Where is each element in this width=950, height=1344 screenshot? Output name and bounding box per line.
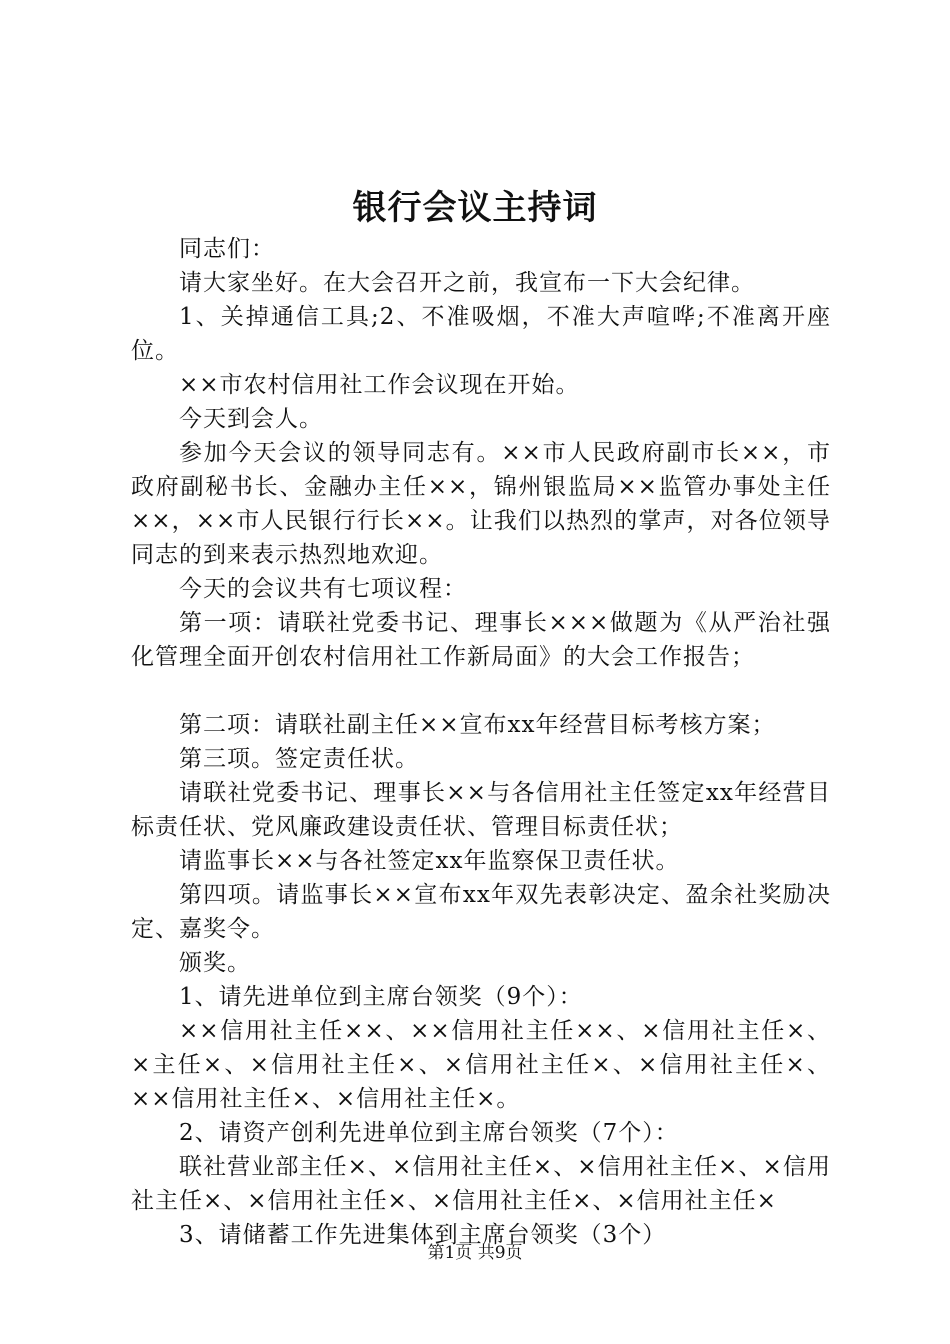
agenda-item: 第二项：请联社副主任××宣布xx年经营目标考核方案；: [179, 712, 776, 738]
paragraph-greeting: 同志们：: [179, 236, 275, 262]
paragraph: 今天的会议共有七项议程：: [179, 576, 467, 602]
paragraph: 颁奖。: [179, 950, 251, 976]
document-body: [131, 232, 831, 1252]
award-list: 联社营业部主任×、×信用社主任×、×信用社主任×、×信用社主任×、×信用社主任×、×信用社主任×、×信用社主任×: [131, 1154, 831, 1214]
document-title: 银行会议主持词: [352, 188, 598, 228]
paragraph: 请联社党委书记、理事长××与各信用社主任签定xx年经营目标责任状、党风廉政建设责任状、管理目标责任状；: [131, 780, 831, 840]
paragraph: 请大家坐好。在大会召开之前，我宣布一下大会纪律。: [179, 270, 755, 296]
award-list-heading: 1、请先进单位到主席台领奖（9个）：: [179, 984, 583, 1010]
agenda-item: 第一项：请联社党委书记、理事长×××做题为《从严治社强化管理全面开创农村信用社工作新局面》的大会工作报告；: [131, 610, 831, 670]
award-list-heading: 2、请资产创利先进单位到主席台领奖（7个）：: [179, 1120, 679, 1146]
agenda-item: 第三项。签定责任状。: [179, 746, 419, 772]
page-number-footer: 第1页 共9页: [427, 1243, 523, 1263]
award-list: ××信用社主任××、××信用社主任××、×信用社主任×、×主任×、×信用社主任×、×信用社主任×、×信用社主任×、××信用社主任×、×信用社主任×。: [131, 1018, 832, 1112]
paragraph: 1、关掉通信工具;2、不准吸烟，不准大声喧哗;不准离开座位。: [131, 304, 831, 364]
blank-line: [131, 674, 831, 708]
paragraph: 请监事长××与各社签定xx年监察保卫责任状。: [179, 848, 680, 874]
paragraph: 参加今天会议的领导同志有。××市人民政府副市长××，市政府副秘书长、金融办主任××，锦州银监局××监管办事处主任××，××市人民银行行长××。让我们以热烈的掌声，对各位领导同志的到来表示热烈地欢迎。: [131, 440, 831, 568]
agenda-item: 第四项。请监事长××宣布xx年双先表彰决定、盈余社奖励决定、嘉奖令。: [131, 882, 831, 942]
paragraph: ××市农村信用社工作会议现在开始。: [179, 372, 580, 398]
paragraph: 今天到会人。: [179, 406, 323, 432]
award-list-heading: 3、请储蓄工作先进集体到主席台领奖（3个）: [179, 1222, 667, 1248]
